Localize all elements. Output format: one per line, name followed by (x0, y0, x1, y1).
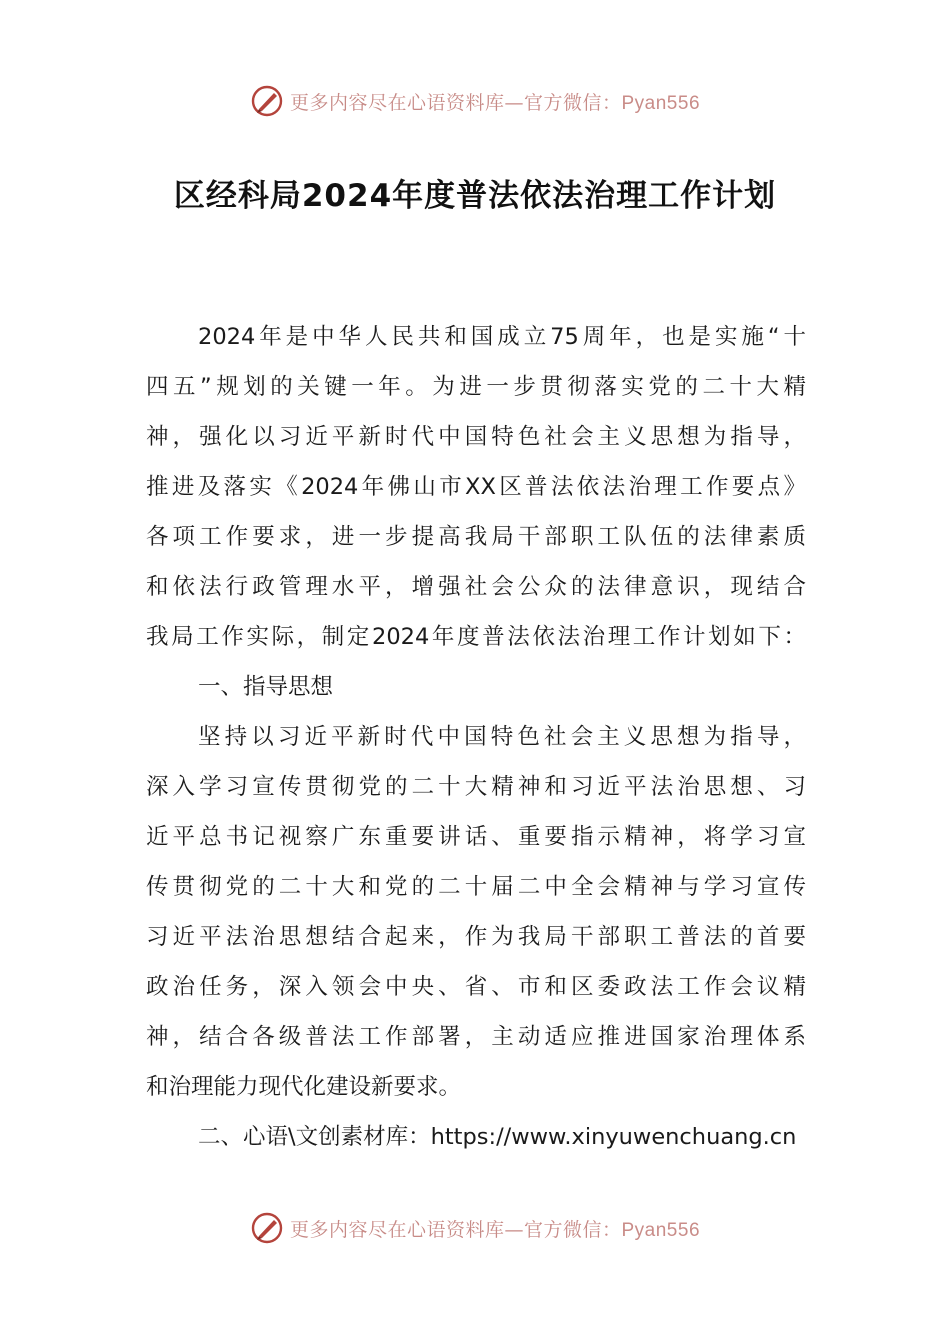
text-line: 神，结合各级普法工作部署，主动适应推进国家治理体系 (146, 1024, 806, 1050)
text-line: 和治理能力现代化建设新要求。 (146, 1074, 462, 1100)
section-heading-resource-link: 二、心语\文创素材库：https://www.xinyuwenchuang.cn (198, 1124, 797, 1150)
footer-watermark (0, 1211, 950, 1245)
document-title: 区经科局2024年度普法依法治理工作计划 (173, 178, 777, 214)
text-line: 各项工作要求，进一步提高我局干部职工队伍的法律素质 (146, 524, 806, 550)
header-watermark (0, 84, 950, 118)
pen-logo-icon (250, 84, 284, 118)
text-line: 2024年是中华人民共和国成立75周年，也是实施“十 (198, 324, 806, 350)
pen-logo-icon (250, 1211, 284, 1245)
text-line: 传贯彻党的二十大和党的二十届二中全会精神与学习宣传 (146, 874, 806, 900)
document-body (146, 312, 806, 1162)
text-line: 我局工作实际，制定2024年度普法依法治理工作计划如下： (146, 624, 806, 650)
text-line: 四五”规划的关键一年。为进一步贯彻落实党的二十大精 (146, 374, 806, 400)
paragraph-guiding-ideology (146, 712, 806, 1112)
text-line: 习近平法治思想结合起来，作为我局干部职工普法的首要 (146, 924, 806, 950)
text-line: 和依法行政管理水平，增强社会公众的法律意识，现结合 (146, 574, 806, 600)
text-line: 深入学习宣传贯彻党的二十大精神和习近平法治思想、习 (146, 774, 806, 800)
watermark-text: 更多内容尽在心语资料库—官方微信：Pyan556 (289, 91, 701, 114)
section-heading-guiding-ideology: 一、指导思想 (198, 674, 334, 700)
text-line: 推进及落实《2024年佛山市XX区普法依法治理工作要点》 (146, 474, 806, 500)
paragraph-intro (146, 312, 806, 662)
text-line: 近平总书记视察广东重要讲话、重要指示精神，将学习宣 (146, 824, 806, 850)
text-line: 神，强化以习近平新时代中国特色社会主义思想为指导， (146, 424, 806, 450)
text-line: 政治任务，深入领会中央、省、市和区委政法工作会议精 (146, 974, 806, 1000)
text-line: 坚持以习近平新时代中国特色社会主义思想为指导， (198, 724, 806, 750)
watermark-text: 更多内容尽在心语资料库—官方微信：Pyan556 (289, 1218, 701, 1241)
